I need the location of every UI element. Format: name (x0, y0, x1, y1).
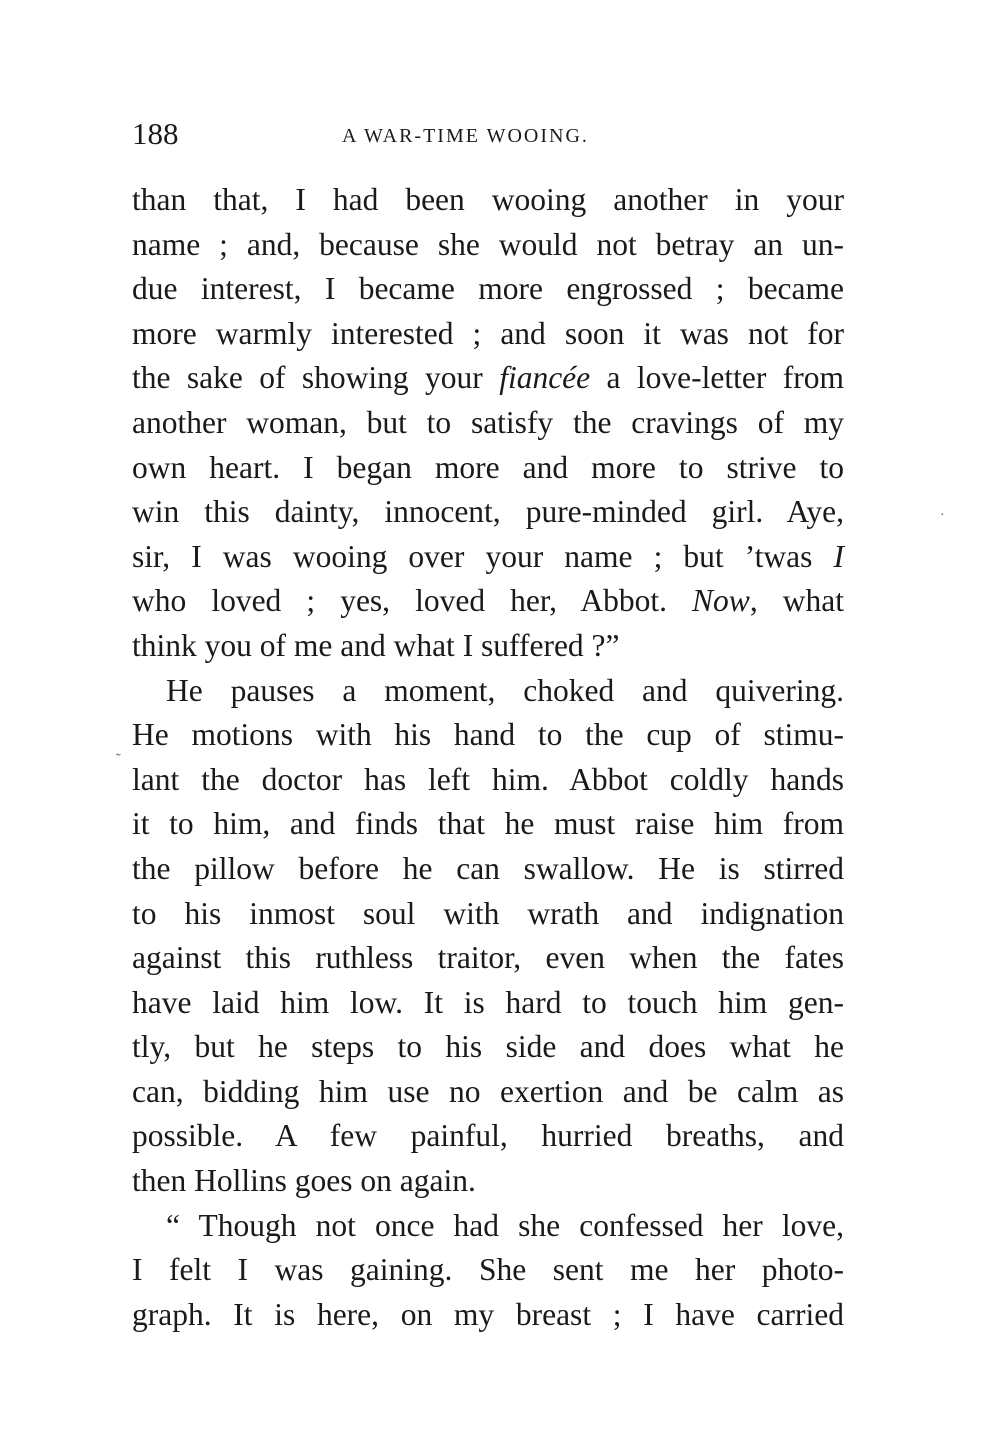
text-line: the pillow before he can swallow. He is stirred (132, 850, 844, 886)
text-segment: a love-letter from (590, 360, 844, 396)
text-line: tly, but he steps to his side and does what he (132, 1029, 844, 1065)
text-line: He motions with his hand to the cup of stimu- (132, 717, 844, 753)
paragraph-3 (132, 1204, 844, 1338)
text-line: to his inmost soul with wrath and indignation (132, 895, 844, 931)
paragraph-2 (132, 669, 844, 1204)
body-text (132, 178, 844, 1337)
text-line: “ Though not once had she confessed her love, (166, 1207, 844, 1243)
text-segment: , what (749, 583, 844, 619)
italic-word: fiancée (499, 360, 591, 396)
italic-word: I (833, 538, 844, 574)
text-line (132, 356, 844, 401)
scan-speck: ˜ (116, 752, 121, 767)
text-line: against this ruthless traitor, even when the fates (132, 940, 844, 976)
text-line: than that, I had been wooing another in your (132, 182, 844, 217)
italic-word: Now (692, 583, 750, 619)
text-line: possible. A few painful, hurried breaths, and (132, 1118, 844, 1154)
text-line: I felt I was gaining. She sent me her photo- (132, 1252, 844, 1288)
text-line: have laid him low. It is hard to touch him gen- (132, 984, 844, 1020)
text-line: lant the doctor has left him. Abbot coldly hands (132, 761, 844, 797)
text-line (132, 579, 844, 624)
text-line: own heart. I began more and more to strive to (132, 449, 844, 485)
text-line: He pauses a moment, choked and quivering. (166, 672, 844, 708)
page-header (132, 112, 844, 156)
text-line: graph. It is here, on my breast ; I have carried (132, 1296, 844, 1332)
text-line (132, 535, 844, 580)
text-line: more warmly interested ; and soon it was not for (132, 315, 844, 351)
running-head: A WAR-TIME WOOING. (342, 125, 589, 147)
text-line: can, bidding him use no exertion and be calm as (132, 1073, 844, 1109)
text-line: due interest, I became more engrossed ; became (132, 271, 844, 307)
text-line: it to him, and finds that he must raise him from (132, 806, 844, 842)
text-segment: the sake of showing your (132, 360, 500, 396)
page-number: 188 (132, 116, 179, 151)
text-line: think you of me and what I suffered ?” (132, 627, 620, 663)
scan-speck: · (940, 508, 945, 523)
text-segment: who loved ; yes, loved her, Abbot. (132, 583, 693, 619)
text-line: another woman, but to satisfy the cravings of my (132, 404, 844, 440)
text-line: name ; and, because she would not betray an un- (132, 226, 844, 262)
text-line: win this dainty, innocent, pure-minded girl. Aye, (132, 494, 844, 530)
paragraph-1 (132, 178, 844, 669)
text-line: then Hollins goes on again. (132, 1163, 476, 1199)
text-segment: sir, I was wooing over your name ; but ’twas (132, 538, 834, 574)
